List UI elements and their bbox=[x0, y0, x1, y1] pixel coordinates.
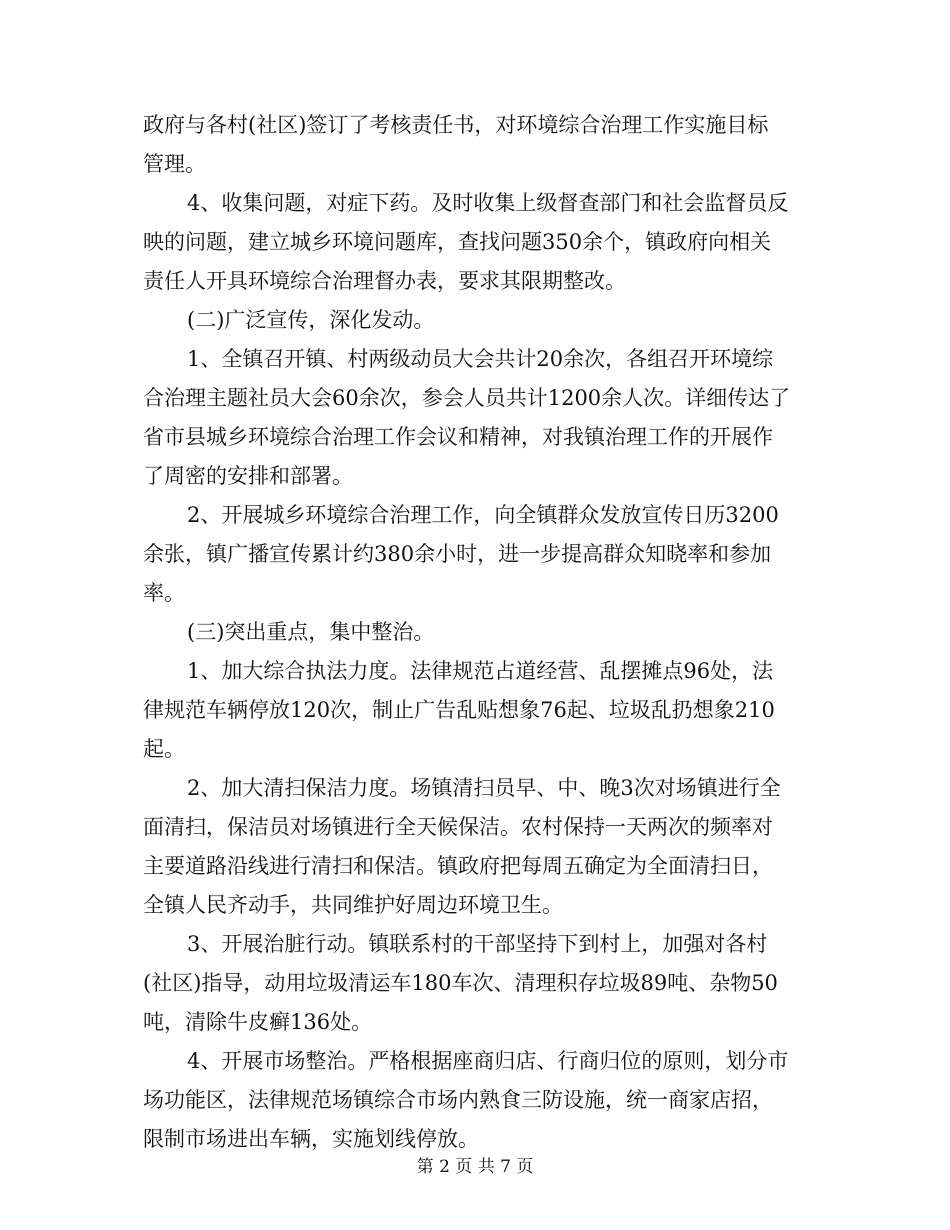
text-line: 合治理主题社员大会60余次，参会人员共计1200余人次。详细传达了 bbox=[143, 386, 791, 410]
text-line: 映的问题，建立城乡环境问题库，查找问题350余个，镇政府向相关 bbox=[143, 230, 772, 254]
paragraph-start: 4、开展市场整治。严格根据座商归店、行商归位的原则，划分市 bbox=[187, 1049, 789, 1073]
text-line: 管理。 bbox=[143, 152, 206, 176]
text-line: 吨，清除牛皮癣136处。 bbox=[143, 1010, 373, 1034]
paragraph-start: 1、全镇召开镇、村两级动员大会共计20余次，各组召开环境综 bbox=[187, 347, 774, 371]
text-line: 省市县城乡环境综合治理工作会议和精神，对我镇治理工作的开展作 bbox=[143, 425, 773, 449]
text-line: 限制市场进出车辆，实施划线停放。 bbox=[143, 1127, 479, 1151]
text-line: 率。 bbox=[143, 581, 185, 605]
paragraph-start: 2、加大清扫保洁力度。场镇清扫员早、中、晚3次对场镇进行全 bbox=[187, 776, 781, 800]
text-line: 责任人开具环境综合治理督办表，要求其限期整改。 bbox=[143, 269, 626, 293]
paragraph-start: 4、收集问题，对症下药。及时收集上级督查部门和社会监督员反 bbox=[187, 191, 789, 215]
page-number-footer: 第 2 页 共 7 页 bbox=[416, 1157, 534, 1177]
text-line: 主要道路沿线进行清扫和保洁。镇政府把每周五确定为全面清扫日， bbox=[143, 854, 773, 878]
text-line: 律规范车辆停放120次，制止广告乱贴想象76起、垃圾乱扔想象210 bbox=[143, 698, 775, 722]
text-line: 余张，镇广播宣传累计约380余小时，进一步提高群众知晓率和参加 bbox=[143, 542, 772, 566]
paragraph-start: 1、加大综合执法力度。法律规范占道经营、乱摆摊点96处，法 bbox=[187, 659, 774, 683]
document-body bbox=[143, 106, 811, 1159]
paragraph-start: 2、开展城乡环境综合治理工作，向全镇群众发放宣传日历3200 bbox=[187, 503, 779, 527]
section-heading: (二)广泛宣传，深化发动。 bbox=[187, 308, 435, 332]
paragraph-start: 3、开展治脏行动。镇联系村的干部坚持下到村上，加强对各村 bbox=[187, 932, 768, 956]
text-line: 场功能区，法律规范场镇综合市场内熟食三防设施，统一商家店招， bbox=[143, 1088, 773, 1112]
text-line: (社区)指导，动用垃圾清运车180车次、清理积存垃圾89吨、杂物50 bbox=[143, 971, 778, 995]
text-line: 全镇人民齐动手，共同维护好周边环境卫生。 bbox=[143, 893, 563, 917]
text-line: 政府与各村(社区)签订了考核责任书，对环境综合治理工作实施目标 bbox=[143, 113, 769, 137]
section-heading: (三)突出重点，集中整治。 bbox=[187, 620, 435, 644]
text-line: 了周密的安排和部署。 bbox=[143, 464, 353, 488]
text-line: 面清扫，保洁员对场镇进行全天候保洁。农村保持一天两次的频率对 bbox=[143, 815, 773, 839]
text-line: 起。 bbox=[143, 737, 185, 761]
